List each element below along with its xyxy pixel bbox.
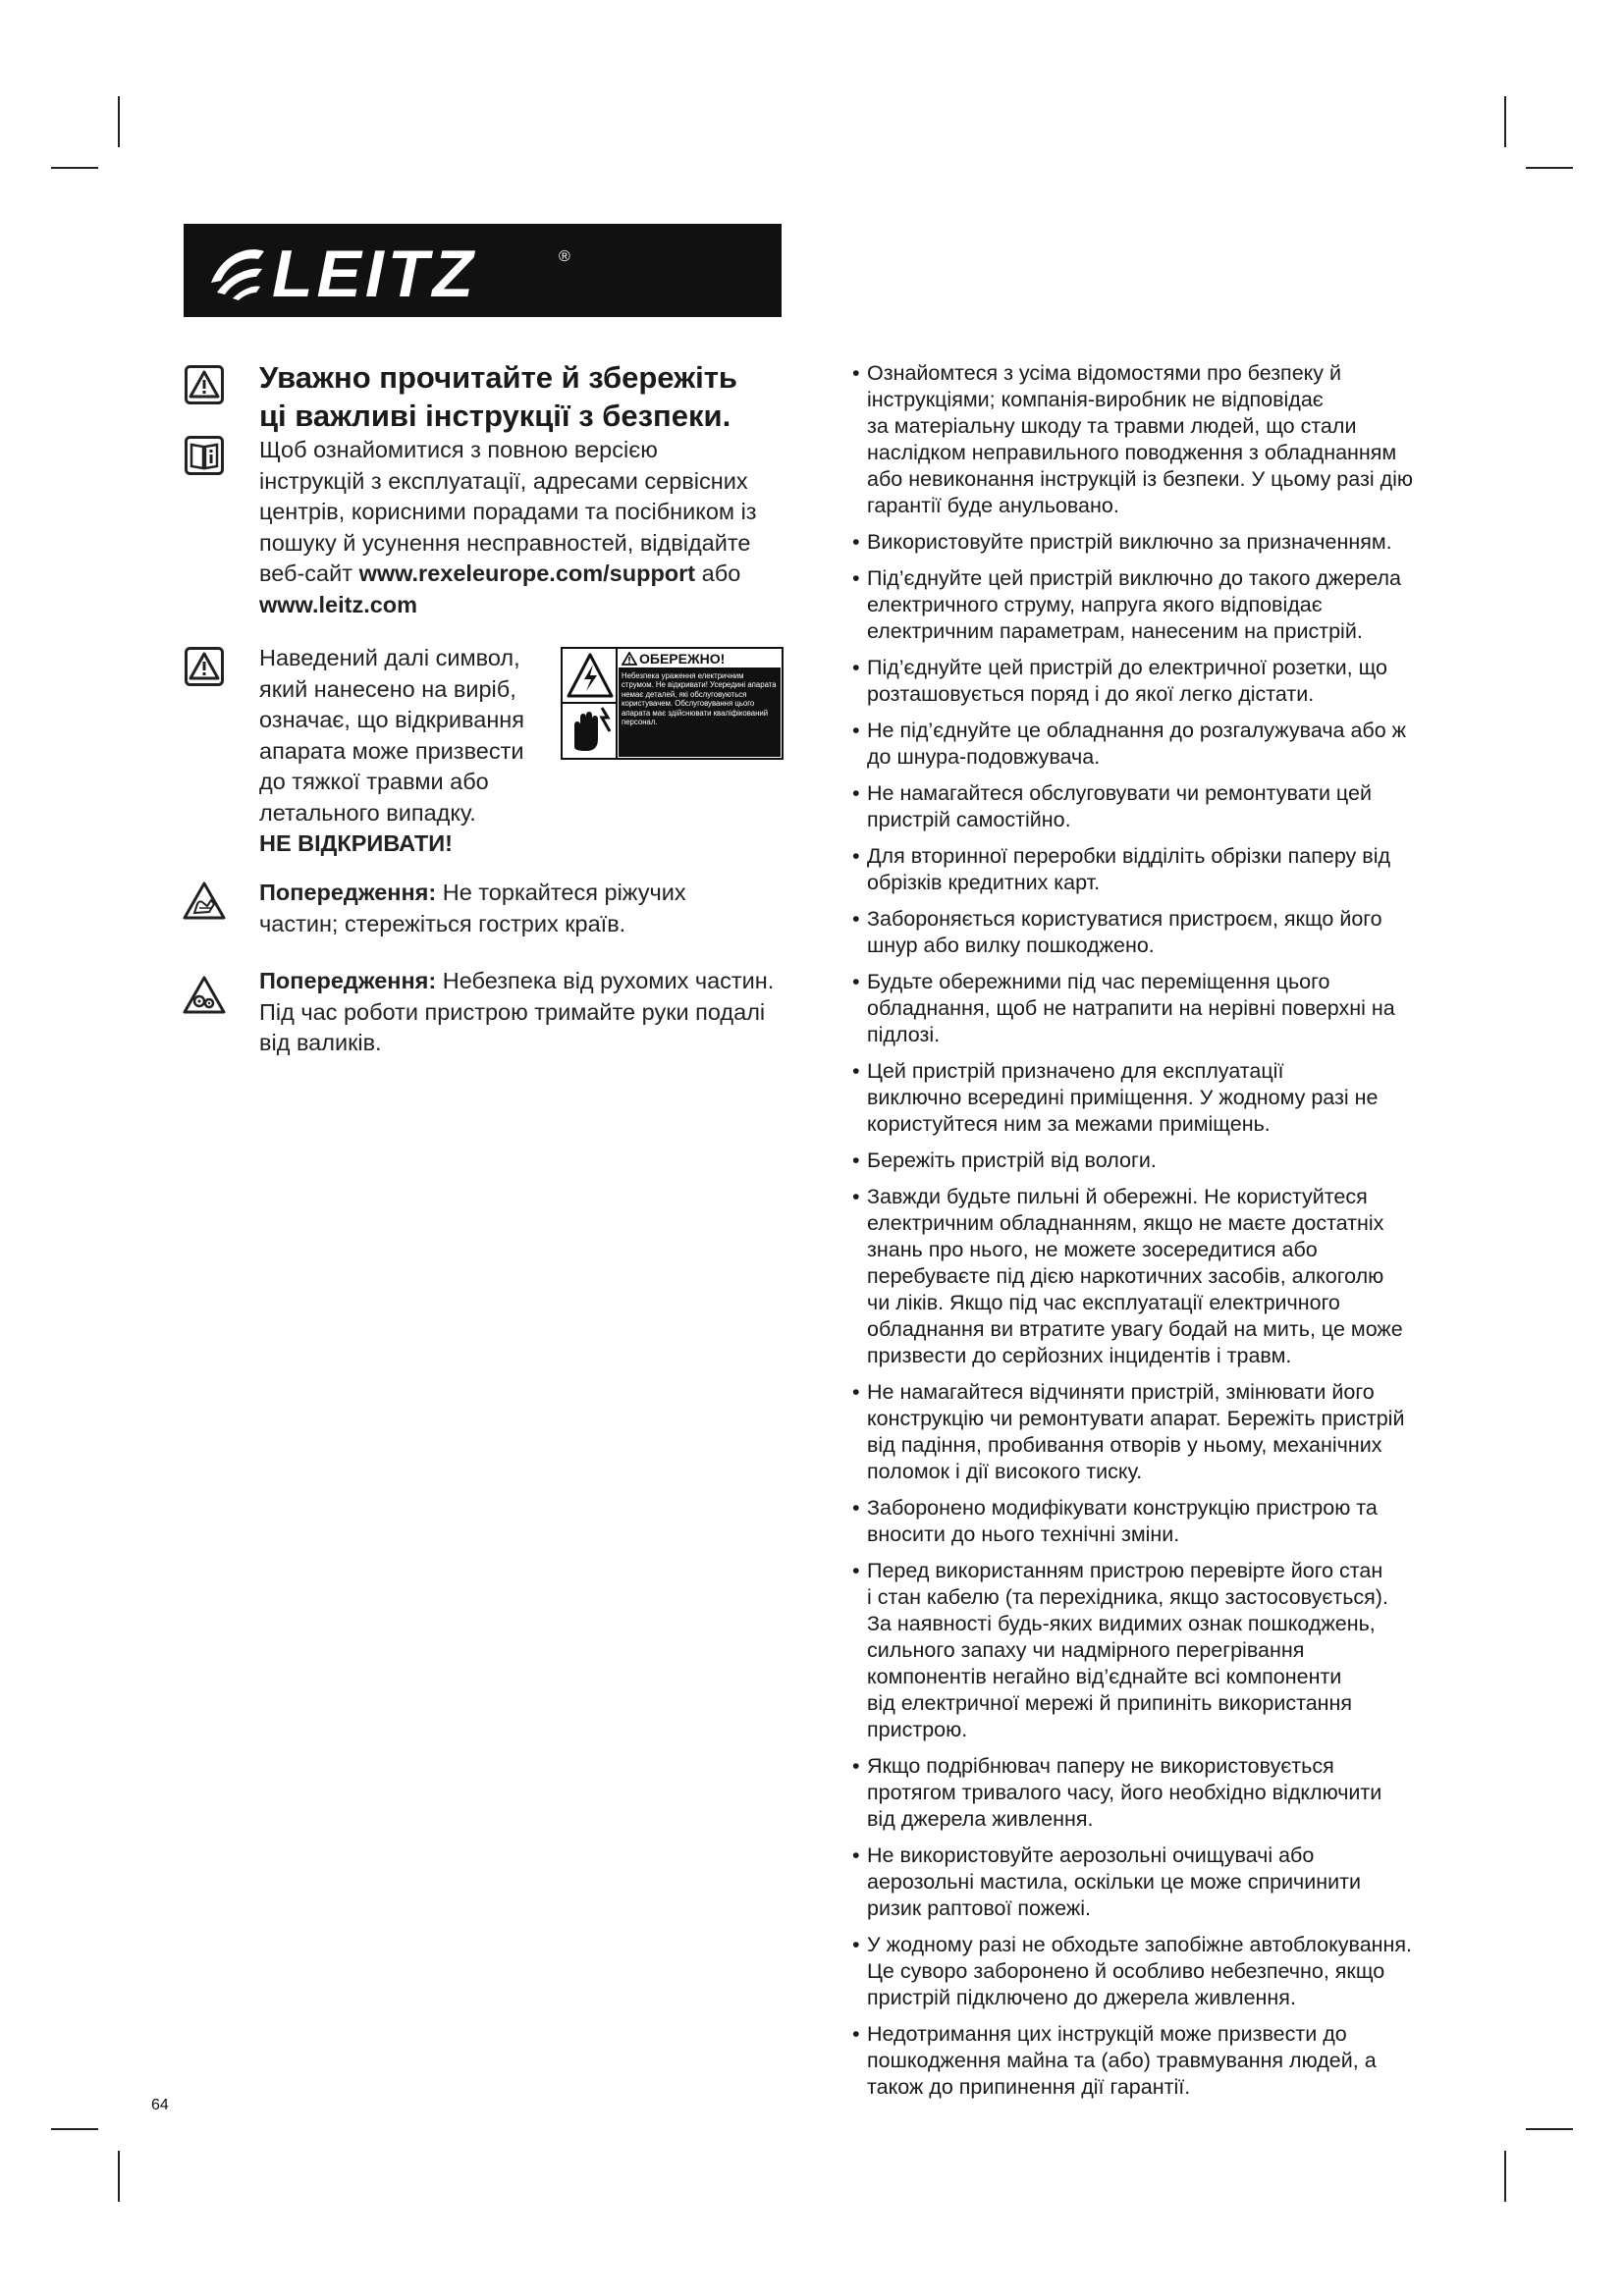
bullet-line: пристрою. bbox=[867, 1718, 968, 1741]
bullet-line: наслідком неправильного поводження з обладнанням bbox=[867, 441, 1397, 464]
safety-bullet-item bbox=[852, 906, 1461, 959]
bullet-dot: • bbox=[852, 719, 860, 742]
intro-line bbox=[259, 590, 809, 621]
bullet-dot: • bbox=[852, 1148, 860, 1172]
support-link[interactable]: www.rexeleurope.com/support bbox=[358, 561, 696, 586]
bullet-line: і стан кабелю (та перехідника, якщо застосовується). bbox=[867, 1585, 1388, 1609]
bullet-dot: • bbox=[852, 2022, 860, 2046]
bullet-line: або невиконання інструкцій із безпеки. У цьому разі дію bbox=[867, 467, 1414, 491]
bullet-line: Забороняється користуватися пристроєм, якщо його bbox=[867, 907, 1382, 931]
bullet-line: Не намагайтеся відчиняти пристрій, змінювати його bbox=[867, 1380, 1375, 1404]
bullet-dot: • bbox=[852, 1380, 860, 1404]
bullet-line: Це суворо заборонено й особливо небезпечно, якщо bbox=[867, 1959, 1385, 1983]
bullet-line: Цей пристрій призначено для експлуатації bbox=[867, 1059, 1284, 1083]
safety-bullet-item bbox=[852, 718, 1461, 771]
warning-line: частин; стережіться гострих країв. bbox=[259, 910, 626, 936]
notice-line: летального випадку. bbox=[259, 799, 476, 826]
bullet-line: Не використовуйте аерозольні очищувачі або bbox=[867, 1843, 1315, 1867]
crop-mark bbox=[1504, 2151, 1506, 2202]
heading-line-1: Уважно прочитайте й збережіть bbox=[259, 360, 737, 395]
crop-mark bbox=[1526, 2128, 1573, 2130]
bullet-line: розташовується поряд і до якої легко дістати. bbox=[867, 682, 1315, 706]
registered-mark: ® bbox=[559, 247, 570, 265]
bullet-line: За наявності будь-яких видимих ознак пошкоджень, bbox=[867, 1612, 1376, 1635]
notice-line: Наведений далі символ, bbox=[259, 645, 520, 670]
leitz-symbol-icon bbox=[211, 249, 264, 300]
bullet-dot: • bbox=[852, 361, 860, 385]
crop-mark bbox=[51, 2128, 98, 2130]
safety-bullet-item bbox=[852, 1932, 1461, 2011]
bullet-line: У жодному разі не обходьте запобіжне автоблокування. bbox=[867, 1933, 1413, 1956]
bullet-line: гарантії буде анульовано. bbox=[867, 494, 1119, 517]
safety-bullet-item bbox=[852, 1842, 1461, 1922]
safety-bullet-item bbox=[852, 1058, 1461, 1138]
safety-bullet-item bbox=[852, 780, 1461, 833]
bullet-line: пристрій підключено до джерела живлення. bbox=[867, 1986, 1296, 2009]
symbol-notice bbox=[259, 643, 554, 860]
bullet-line: компонентів негайно від’єднайте всі компоненти bbox=[867, 1665, 1342, 1688]
safety-bullet-item bbox=[852, 1558, 1461, 1743]
bullet-line: призвести до серйозних інцидентів і травм. bbox=[867, 1344, 1292, 1367]
do-not-open-text: НЕ ВІДКРИВАТИ! bbox=[259, 830, 453, 856]
bullet-line: вносити до нього технічні зміни. bbox=[867, 1522, 1180, 1546]
caution-label bbox=[561, 647, 784, 760]
do-not-open-notice bbox=[259, 828, 554, 860]
intro-line: Щоб ознайомитися з повною версією bbox=[259, 437, 658, 462]
bullet-line: Якщо подрібнювач паперу не використовується bbox=[867, 1754, 1334, 1778]
warning-label: Попередження: bbox=[259, 968, 437, 993]
bullet-line: конструкцію чи ремонтувати апарат. Бережіть пристрій bbox=[867, 1407, 1405, 1430]
intro-paragraph bbox=[259, 435, 809, 620]
safety-bullet-item bbox=[852, 1495, 1461, 1548]
crop-mark bbox=[118, 96, 120, 147]
bullet-dot: • bbox=[852, 1059, 860, 1083]
hand-hazard-icon bbox=[574, 708, 610, 751]
page-number: 64 bbox=[151, 2097, 169, 2113]
manual-book-icon bbox=[185, 436, 224, 475]
warning-moving-parts bbox=[259, 966, 829, 1059]
caution-label-header bbox=[619, 650, 781, 669]
safety-bullet-item bbox=[852, 360, 1461, 519]
intro-text: веб-сайт bbox=[259, 561, 359, 586]
bullet-line: аерозольні мастила, оскільки це може спричинити bbox=[867, 1870, 1362, 1894]
bullet-line: Заборонено модифікувати конструкцію пристрою та bbox=[867, 1496, 1378, 1520]
bullet-line: Будьте обережними під час переміщення цього bbox=[867, 970, 1330, 993]
bullet-line: від електричної мережі й припиніть використання bbox=[867, 1691, 1353, 1715]
warning-line bbox=[259, 878, 809, 909]
notice-line: до тяжкої травми або bbox=[259, 769, 489, 794]
safety-bullet-item bbox=[852, 1379, 1461, 1485]
intro-line: інструкцій з експлуатації, адресами сервісних bbox=[259, 467, 748, 494]
bullet-line: за матеріальну шкоду та травми людей, що стали bbox=[867, 414, 1357, 438]
safety-bullet-item bbox=[852, 1753, 1461, 1833]
bullet-dot: • bbox=[852, 1933, 860, 1956]
warning-text: Не торкайтеся ріжучих bbox=[436, 880, 686, 905]
brand-logo bbox=[184, 224, 782, 317]
safety-bullet-item bbox=[852, 843, 1461, 896]
bullet-line: Недотримання цих інструкцій може призвести до bbox=[867, 2022, 1347, 2046]
bullet-line: шнур або вилку пошкоджено. bbox=[867, 934, 1155, 957]
bullet-line: чи ліків. Якщо під час експлуатації електричного bbox=[867, 1291, 1340, 1314]
crop-mark bbox=[1526, 167, 1573, 169]
bullet-dot: • bbox=[852, 1754, 860, 1778]
bullet-dot: • bbox=[852, 907, 860, 931]
bullet-dot: • bbox=[852, 566, 860, 590]
bullet-line: Не під’єднуйте це обладнання до розгалужувача або ж bbox=[867, 719, 1407, 742]
warning-line: Під час роботи пристрою тримайте руки подалі bbox=[259, 998, 766, 1025]
bullet-line: Перед використанням пристрою перевірте його стан bbox=[867, 1559, 1383, 1582]
bullet-line: обладнання ви втратите увагу бодай на мить, це може bbox=[867, 1317, 1403, 1341]
bullet-line: пристрій самостійно. bbox=[867, 808, 1071, 831]
bullet-line: від джерела живлення. bbox=[867, 1807, 1094, 1831]
safety-heading bbox=[259, 358, 809, 435]
heading-line-2: ці важливі інструкції з безпеки. bbox=[259, 399, 731, 433]
safety-bullet-item bbox=[852, 1184, 1461, 1369]
bullet-dot: • bbox=[852, 1843, 860, 1867]
bullet-line: користуйтеся ним за межами приміщень. bbox=[867, 1112, 1271, 1136]
small-warning-icon bbox=[622, 652, 637, 666]
warning-line bbox=[259, 966, 829, 997]
safety-bullet-item bbox=[852, 529, 1461, 556]
warning-cutting bbox=[259, 878, 809, 939]
bullet-dot: • bbox=[852, 844, 860, 868]
bullet-line: підлозі. bbox=[867, 1023, 941, 1046]
bullet-line: знань про нього, не можете зосередитися або bbox=[867, 1238, 1318, 1261]
crop-mark bbox=[1504, 96, 1506, 147]
bullet-line: поломок і дії високого тиску. bbox=[867, 1460, 1143, 1483]
moving-parts-hazard-icon bbox=[182, 975, 227, 1016]
caution-label-title: ОБЕРЕЖНО! bbox=[639, 651, 726, 667]
warning-label: Попередження: bbox=[259, 880, 437, 905]
bullet-line: Використовуйте пристрій виключно за призначенням. bbox=[867, 530, 1392, 554]
notice-line: який нанесено на виріб, bbox=[259, 675, 516, 702]
crop-mark bbox=[51, 167, 98, 169]
bullet-line: виключно всередині приміщення. У жодному разі не bbox=[867, 1086, 1379, 1109]
warning-triangle-icon bbox=[185, 365, 224, 404]
intro-line bbox=[259, 559, 809, 590]
crop-mark bbox=[118, 2151, 120, 2202]
safety-bullet-item bbox=[852, 1148, 1461, 1174]
safety-bullet-item bbox=[852, 969, 1461, 1048]
warning-triangle-icon bbox=[185, 647, 224, 686]
bullet-line: Під’єднуйте цей пристрій до електричної розетки, що bbox=[867, 656, 1387, 679]
intro-line: пошуку й усунення несправностей, відвідайте bbox=[259, 529, 751, 556]
notice-line: апарата може призвести bbox=[259, 737, 524, 764]
bullet-line: також до припинення дії гарантії. bbox=[867, 2075, 1191, 2099]
bullet-dot: • bbox=[852, 1185, 860, 1208]
warning-line: від валиків. bbox=[259, 1030, 382, 1055]
leitz-logo bbox=[203, 232, 616, 310]
intro-line: центрів, корисними порадами та посібником із bbox=[259, 499, 757, 524]
safety-bullet-item bbox=[852, 565, 1461, 645]
bullet-line: Завжди будьте пильні й обережні. Не користуйтеся bbox=[867, 1185, 1368, 1208]
bullet-line: пошкодження майна та (або) травмування людей, а bbox=[867, 2049, 1377, 2072]
bullet-line: електричним параметрам, нанесеним на пристрій. bbox=[867, 619, 1363, 643]
safety-bullet-item bbox=[852, 2021, 1461, 2101]
bullet-line: Ознайомтеся з усіма відомостями про безпеку й bbox=[867, 361, 1342, 385]
bullet-line: до шнура-подовжувача. bbox=[867, 745, 1101, 769]
bullet-line: Під’єднуйте цей пристрій виключно до такого джерела bbox=[867, 566, 1401, 590]
bullet-line: Бережіть пристрій від вологи. bbox=[867, 1148, 1157, 1172]
bullet-line: Не намагайтеся обслуговувати чи ремонтувати цей bbox=[867, 781, 1372, 805]
bullet-line: перебуваєте під дією наркотичних засобів, алкоголю bbox=[867, 1264, 1384, 1288]
bullet-line: інструкціями; компанія-виробник не відповідає bbox=[867, 388, 1324, 411]
bullet-dot: • bbox=[852, 656, 860, 679]
bullet-line: електричним обладнанням, якщо не маєте достатніх bbox=[867, 1211, 1384, 1235]
warning-text: Небезпека від рухомих частин. bbox=[436, 968, 775, 993]
caution-label-symbols bbox=[563, 649, 618, 758]
safety-bullet-list bbox=[852, 360, 1461, 2110]
notice-line: означає, що відкривання bbox=[259, 707, 525, 732]
bullet-dot: • bbox=[852, 530, 860, 554]
bullet-dot: • bbox=[852, 1559, 860, 1582]
leitz-link[interactable]: www.leitz.com bbox=[259, 591, 418, 617]
bullet-line: обрізків кредитних карт. bbox=[867, 871, 1101, 894]
cutting-hazard-icon bbox=[182, 881, 227, 922]
bullet-line: сильного запаху чи надмірного перегрівання bbox=[867, 1638, 1305, 1662]
bullet-dot: • bbox=[852, 781, 860, 805]
bullet-line: протягом тривалого часу, його необхідно відключити bbox=[867, 1781, 1382, 1804]
bullet-line: від падіння, пробивання отворів у ньому, механічних bbox=[867, 1433, 1382, 1457]
caution-label-text: Небезпека ураження електричним струмом. Не відкривати! Усередині апарата немає деталей, які обслуговуються користувачем. Обслуговування цього апарата має здійснювати кваліфікований персонал. bbox=[619, 669, 781, 757]
bullet-dot: • bbox=[852, 1496, 860, 1520]
bullet-line: обладнання, щоб не натрапити на нерівні поверхні на bbox=[867, 996, 1395, 1020]
intro-text: або bbox=[695, 561, 741, 586]
safety-bullet-item bbox=[852, 655, 1461, 708]
bullet-line: електричного струму, напруга якого відповідає bbox=[867, 593, 1323, 616]
bullet-line: Для вторинної переробки відділіть обрізки паперу від bbox=[867, 844, 1391, 868]
leitz-wordmark: LEITZ bbox=[272, 236, 477, 310]
bullet-dot: • bbox=[852, 970, 860, 993]
bullet-line: ризик раптової пожежі. bbox=[867, 1896, 1092, 1920]
